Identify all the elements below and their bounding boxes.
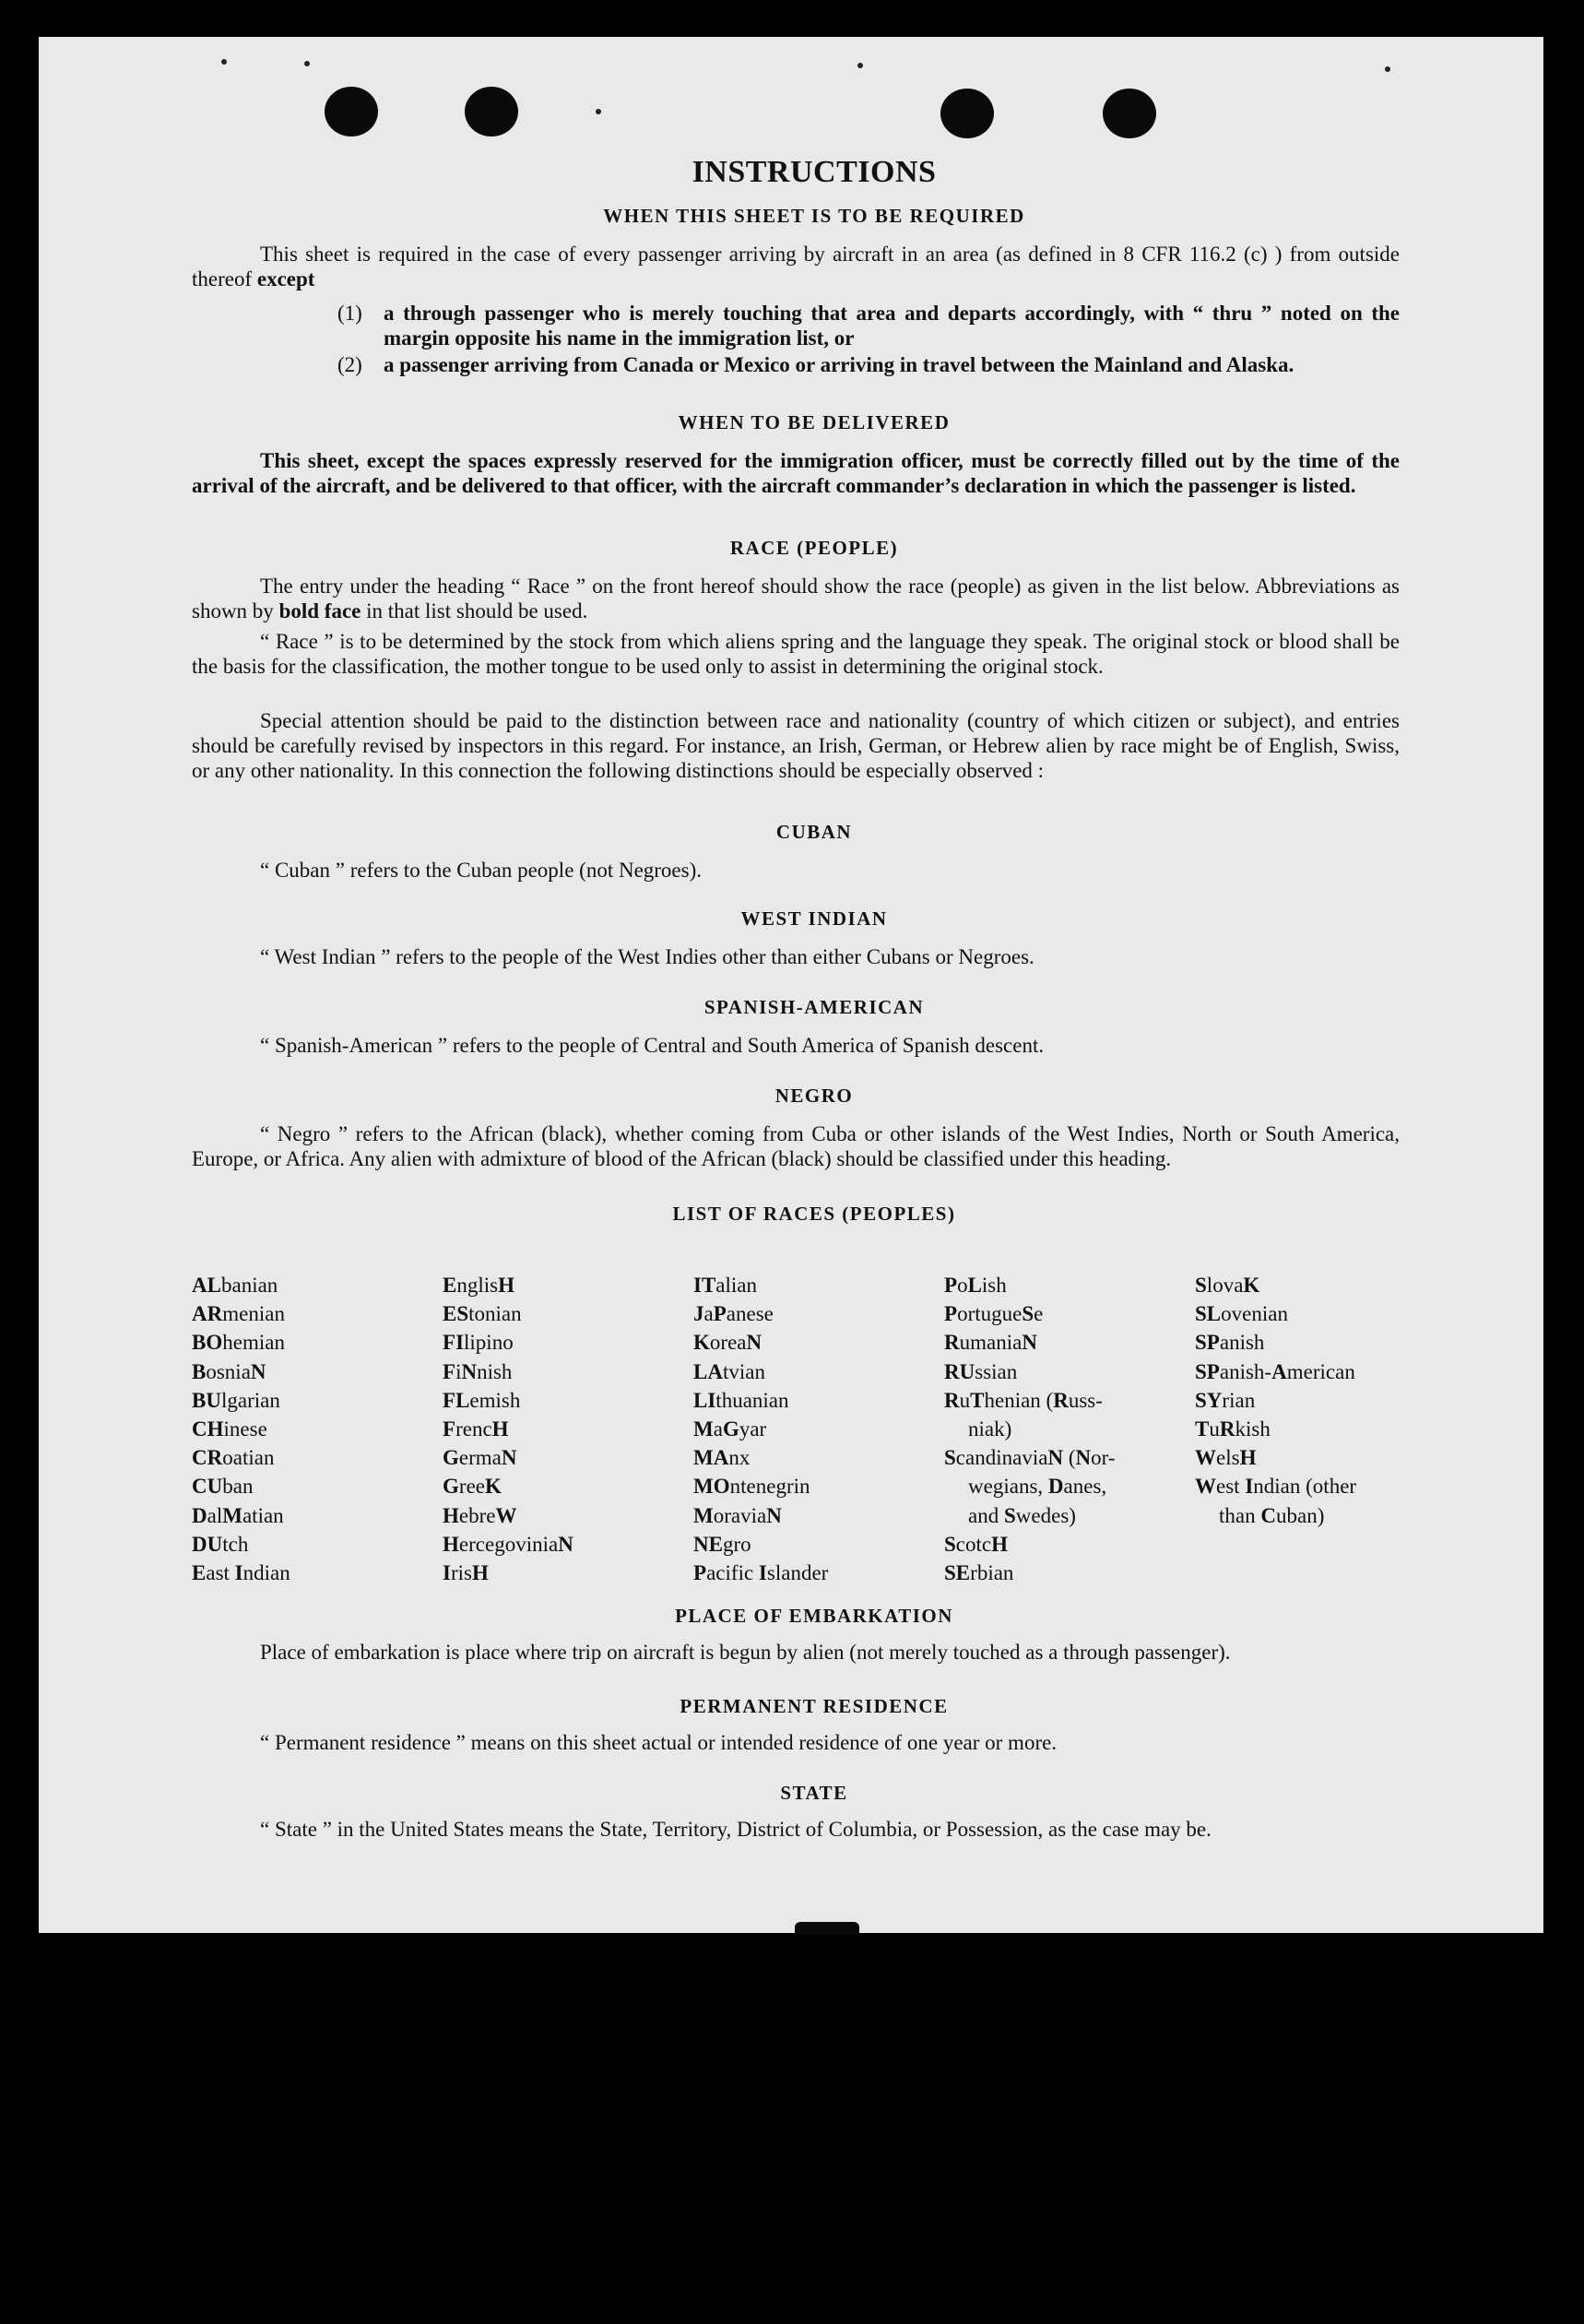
- race-entry: ARmenian: [192, 1302, 285, 1326]
- race-entry: KoreaN: [693, 1331, 762, 1355]
- race-entry: RuThenian (Russ-: [944, 1388, 1103, 1412]
- race-entry: HebreW: [443, 1503, 517, 1527]
- race-entry: PortugueSe: [944, 1302, 1044, 1326]
- heading-race: RACE (PEOPLE): [729, 537, 899, 559]
- heading-cuban: CUBAN: [775, 821, 853, 843]
- heading-permanent-residence: PERMANENT RESIDENCE: [680, 1695, 949, 1717]
- item-number: (1): [337, 302, 362, 325]
- race-entry: EnglisH: [443, 1274, 514, 1297]
- race-entry: SlovaK: [1195, 1274, 1260, 1297]
- heading-negro: NEGRO: [774, 1085, 854, 1107]
- race-entry: CRoatian: [192, 1446, 275, 1470]
- race-p1-bold: bold face: [278, 599, 361, 622]
- paper-speck: [221, 59, 227, 65]
- race-entry: LIthuanian: [693, 1388, 789, 1412]
- intro-text: This sheet is required in the case of every passenger arriving by aircraft in an area (as defined in 8 CFR 116.2 (c) ) from outside thereof: [192, 243, 1400, 290]
- heading-list-of-races: LIST OF RACES (PEOPLES): [672, 1203, 956, 1225]
- edge-mark: [795, 1922, 859, 1935]
- race-entry: FrencH: [443, 1417, 509, 1441]
- paper-speck: [596, 109, 601, 114]
- race-entry: MoraviaN: [693, 1503, 782, 1527]
- race-entry: HercegoviniaN: [443, 1532, 573, 1556]
- negro-text: “ Negro ” refers to the African (black), whether coming from Cuba or other islands of the West Indies, North or South America, Europe, or Africa. Any alien with admixture of blood of the African (black) should be classified under this heading.: [192, 1122, 1400, 1170]
- heading-west-indian: WEST INDIAN: [740, 907, 888, 930]
- race-paragraph-2: “ Race ” is to be determined by the stock from which aliens spring and the language they speak. The original stock or blood shall be the basis for the classification, the mother tongue to be used only to assist in determining the original stock.: [192, 630, 1400, 678]
- item-text: a passenger arriving from Canada or Mexico or arriving in travel between the Mainland and Alaska.: [384, 353, 1294, 376]
- punch-hole: [465, 87, 518, 136]
- race-entry: East Indian: [192, 1561, 290, 1585]
- race-entry: MAnx: [693, 1446, 751, 1470]
- race-entry: West Indian (other: [1195, 1475, 1357, 1499]
- race-entry: FIlipino: [443, 1331, 514, 1355]
- when-delivered-text: This sheet, except the spaces expressly reserved for the immigration officer, must be correctly filled out by the time of the arrival of the aircraft, and be delivered to that officer, with the aircraft commander’s declaration in which the passenger is listed.: [192, 449, 1400, 497]
- race-entry: RUssian: [944, 1359, 1018, 1383]
- race-entry: JaPanese: [693, 1302, 774, 1326]
- state-text: “ State ” in the United States means the State, Territory, District of Columbia, or Possession, as the case may be.: [260, 1818, 1212, 1841]
- item-text: a through passenger who is merely touching that area and departs accordingly, with “ thru ” noted on the margin opposite his name in the immigration list, or: [384, 302, 1400, 350]
- paper-speck: [1385, 66, 1390, 72]
- race-entry: CUban: [192, 1475, 254, 1499]
- heading-when-delivered: WHEN TO BE DELIVERED: [678, 411, 951, 433]
- race-entry: GreeK: [443, 1475, 502, 1499]
- race-entry: TuRkish: [1195, 1417, 1271, 1441]
- race-entry: MOntenegrin: [693, 1475, 810, 1499]
- race-entry: SPanish: [1195, 1331, 1265, 1355]
- race-entry: GermaN: [443, 1446, 517, 1470]
- race-entry: SPanish-American: [1195, 1359, 1355, 1383]
- race-entry: SLovenian: [1195, 1302, 1288, 1326]
- race-p1-start: The entry under the heading “ Race ” on the front hereof should show the race (people) as given in the list below. Abbreviations as shown by: [192, 575, 1400, 622]
- race-entry: MaGyar: [693, 1417, 767, 1441]
- punch-hole: [1103, 89, 1156, 138]
- race-entry: EStonian: [443, 1302, 522, 1326]
- race-entry: SErbian: [944, 1561, 1014, 1585]
- race-entry: DUtch: [192, 1532, 249, 1556]
- spanish-american-text: “ Spanish-American ” refers to the people of Central and South America of Spanish descent.: [260, 1034, 1045, 1057]
- race-entry: ScotcH: [944, 1532, 1009, 1556]
- race-entry: WelsH: [1195, 1446, 1257, 1470]
- intro-emphasis: except: [256, 267, 315, 290]
- list-item: [337, 301, 1400, 350]
- race-entry: wegians, Danes,: [968, 1475, 1107, 1499]
- heading-state: STATE: [780, 1782, 848, 1804]
- heading-spanish-american: SPANISH-AMERICAN: [703, 996, 925, 1018]
- race-entry: niak): [968, 1417, 1012, 1441]
- race-entry: Pacific Islander: [693, 1561, 829, 1585]
- race-entry: PoLish: [944, 1274, 1007, 1297]
- race-list: [192, 1271, 1436, 1584]
- race-entry: and Swedes): [968, 1503, 1076, 1527]
- heading-when-required: WHEN THIS SHEET IS TO BE REQUIRED: [603, 205, 1025, 227]
- embarkation-text: Place of embarkation is place where trip on aircraft is begun by alien (not merely touched as a through passenger).: [260, 1641, 1231, 1664]
- race-entry: SYrian: [1195, 1388, 1256, 1412]
- when-required-intro: [192, 242, 1400, 291]
- race-column: [443, 1271, 693, 1587]
- cuban-text: “ Cuban ” refers to the Cuban people (not Negroes).: [260, 859, 703, 882]
- race-p1-end: in that list should be used.: [366, 599, 588, 622]
- race-column: [192, 1271, 443, 1587]
- race-paragraph-3: Special attention should be paid to the distinction between race and nationality (country of which citizen or subject), and entries should be carefully revised by inspectors in this regard. For instance, an Irish, German, or Hebrew alien by race might be of English, Swiss, or any other nationality. In this connection the following distinctions should be especially observed :: [192, 709, 1400, 782]
- residence-text: “ Permanent residence ” means on this sheet actual or intended residence of one year or more.: [260, 1731, 1058, 1754]
- list-item: [337, 352, 1400, 377]
- west-indian-text: “ West Indian ” refers to the people of the West Indies other than either Cubans or Negroes.: [260, 945, 1034, 968]
- heading-place-of-embarkation: PLACE OF EMBARKATION: [675, 1605, 953, 1627]
- race-entry: FiNnish: [443, 1359, 513, 1383]
- race-entry: ScandinaviaN (Nor-: [944, 1446, 1116, 1470]
- race-entry: IrisH: [443, 1561, 489, 1585]
- race-paragraph-1: [192, 574, 1400, 623]
- race-entry: BUlgarian: [192, 1388, 280, 1412]
- race-entry: BosniaN: [192, 1359, 266, 1383]
- race-entry: CHinese: [192, 1417, 267, 1441]
- race-entry: DalMatian: [192, 1503, 284, 1527]
- race-column: [1195, 1271, 1436, 1587]
- race-entry: LAtvian: [693, 1359, 765, 1383]
- race-entry: than Cuban): [1219, 1503, 1325, 1527]
- page-title: INSTRUCTIONS: [692, 155, 937, 189]
- paper-speck: [857, 63, 863, 68]
- document-sheet: [39, 37, 1543, 1933]
- race-column: [944, 1271, 1195, 1587]
- race-entry: NEgro: [693, 1532, 751, 1556]
- punch-hole: [940, 89, 994, 138]
- race-column: [693, 1271, 944, 1587]
- race-entry: BOhemian: [192, 1331, 285, 1355]
- race-entry: FLemish: [443, 1388, 521, 1412]
- punch-hole: [325, 87, 378, 136]
- item-number: (2): [337, 353, 362, 376]
- race-entry: RumaniaN: [944, 1331, 1037, 1355]
- race-entry: ITalian: [693, 1274, 758, 1297]
- race-entry: ALbanian: [192, 1274, 278, 1297]
- paper-speck: [304, 61, 310, 66]
